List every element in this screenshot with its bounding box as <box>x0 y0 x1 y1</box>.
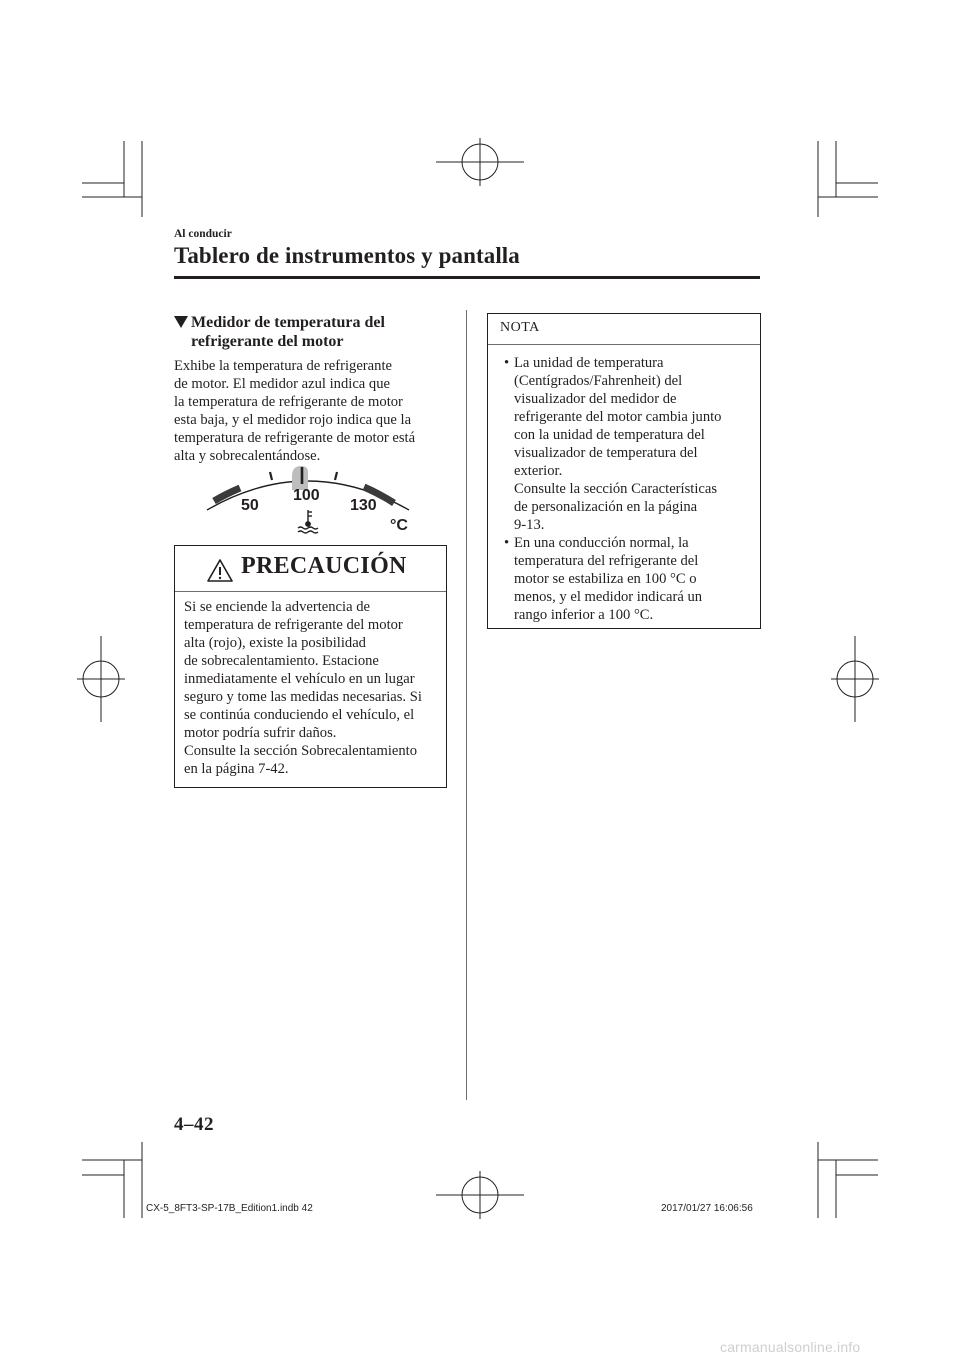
note-item <box>488 534 750 624</box>
note-list <box>488 354 760 624</box>
text-line: de personalización en la página <box>514 499 698 515</box>
text-line: alta (rojo), existe la posibilidad <box>184 635 366 651</box>
text-line: inmediatamente el vehículo en un lugar <box>184 671 415 687</box>
page-number: 4–42 <box>174 1114 214 1135</box>
note-box <box>487 313 761 629</box>
heading-line: refrigerante del motor <box>191 333 344 350</box>
text-line: motor se estabiliza en 100 °C o <box>514 571 697 587</box>
temperature-gauge-illustration <box>204 458 424 540</box>
gauge-label-50: 50 <box>241 497 259 514</box>
text-line: Si se enciende la advertencia de <box>184 599 370 615</box>
warning-triangle-icon <box>207 559 233 582</box>
text-line: alta y sobrecalentándose. <box>174 448 321 464</box>
page-title: Tablero de instrumentos y pantalla <box>174 243 520 268</box>
section-heading <box>174 313 444 351</box>
text-line: de motor. El medidor azul indica que <box>174 376 391 392</box>
text-line: de sobrecalentamiento. Estacione <box>184 653 379 669</box>
text-line: temperatura del refrigerante del <box>514 553 699 569</box>
text-line: la temperatura de refrigerante de motor <box>174 394 403 410</box>
text-line: rango inferior a 100 °C. <box>514 607 654 623</box>
text-line: visualizador del medidor de <box>514 391 677 407</box>
text-line: (Centígrados/Fahrenheit) del <box>514 373 683 389</box>
text-line: en la página 7-42. <box>184 761 289 777</box>
caution-header <box>175 546 446 592</box>
caution-box <box>174 545 447 788</box>
watermark: carmanualsonline.info <box>720 1339 861 1355</box>
caution-title: PRECAUCIÓN <box>241 553 407 579</box>
text-line: esta baja, y el medidor rojo indica que la <box>174 412 412 428</box>
text-line: exterior. <box>514 463 563 479</box>
gauge-label-100: 100 <box>293 487 320 504</box>
text-line: visualizador de temperatura del <box>514 445 698 461</box>
text-line: con la unidad de temperatura del <box>514 427 705 443</box>
note-item <box>488 354 750 534</box>
text-line: Consulte la sección Características <box>514 481 718 497</box>
gauge-label-130: 130 <box>350 497 377 514</box>
column-divider <box>466 310 467 1100</box>
title-rule <box>174 276 760 279</box>
text-line: motor podría sufrir daños. <box>184 725 337 741</box>
text-line: menos, y el medidor indicará un <box>514 589 703 605</box>
text-line: refrigerante del motor cambia junto <box>514 409 722 425</box>
text-line: En una conducción normal, la <box>514 535 689 551</box>
triangle-bullet-icon <box>174 316 188 328</box>
text-line: La unidad de temperatura <box>514 355 664 371</box>
text-line: Exhibe la temperatura de refrigerante <box>174 358 392 374</box>
description-paragraph <box>174 357 446 465</box>
gauge-tick <box>335 472 337 480</box>
note-title: NOTA <box>500 320 540 335</box>
bullet-icon: • <box>504 355 510 371</box>
text-line: 9-13. <box>514 517 545 533</box>
text-line: Consulte la sección Sobrecalentamiento <box>184 743 418 759</box>
print-timestamp: 2017/01/27 16:06:56 <box>661 1203 753 1214</box>
coolant-temperature-icon <box>298 510 318 533</box>
file-info: CX-5_8FT3-SP-17B_Edition1.indb 42 <box>146 1203 313 1214</box>
text-line: seguro y tome las medidas necesarias. Si <box>184 689 422 705</box>
gauge-tick <box>270 472 272 480</box>
section-label: Al conducir <box>174 228 232 240</box>
text-line: temperatura de refrigerante de motor está <box>174 430 416 446</box>
note-header <box>488 314 760 345</box>
text-line: temperatura de refrigerante del motor <box>184 617 403 633</box>
heading-line: Medidor de temperatura del <box>191 314 385 331</box>
text-line: se continúa conduciendo el vehículo, el <box>184 707 415 723</box>
gauge-unit-label: °C <box>390 517 408 534</box>
caution-text <box>184 598 446 778</box>
bullet-icon: • <box>504 535 510 551</box>
